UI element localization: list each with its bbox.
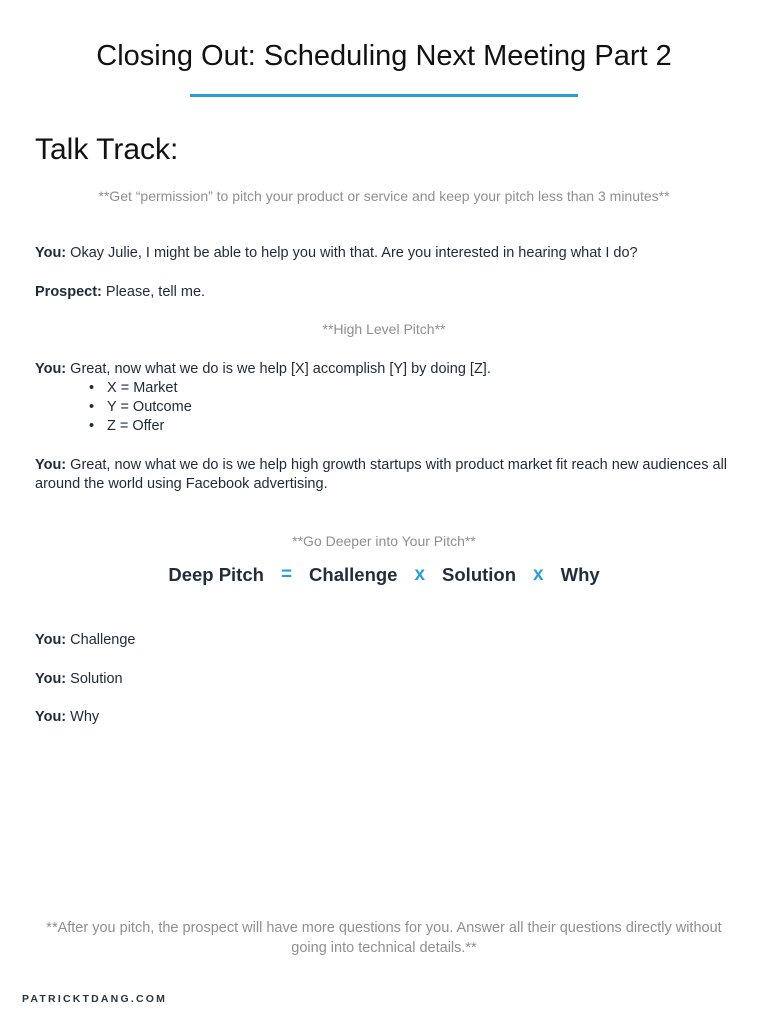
speaker-label: You: [35, 361, 67, 377]
list-item [89, 417, 192, 436]
dialogue-text: Challenge [66, 632, 136, 648]
formula-term-why: Why [560, 564, 600, 585]
page-title: Closing Out: Scheduling Next Meeting Part 2 [96, 40, 672, 72]
dialogue-line-3 [35, 360, 735, 379]
speaker-label: You: [35, 245, 67, 261]
bullet-icon: • [89, 418, 95, 434]
closing-note: **After you pitch, the prospect will have more questions for you. Answer all their questions directly without going into technical details.** [46, 920, 722, 956]
permission-note: **Get “permission” to pitch your product or service and keep your pitch less than 3 minutes** [98, 188, 670, 204]
dialogue-text: Okay Julie, I might be able to help you with that. Are you interested in hearing what I do? [66, 245, 638, 261]
speaker-label: Prospect: [35, 284, 102, 300]
equals-icon: = [280, 564, 293, 585]
dialogue-line-4 [35, 456, 735, 494]
bullet-icon: • [89, 399, 95, 415]
formula-term-solution: Solution [442, 564, 517, 585]
pitch-variable-list [89, 379, 192, 436]
dialogue-line-2 [35, 283, 735, 302]
dialogue-line-7 [35, 708, 735, 727]
list-item-text: X = Market [107, 380, 178, 396]
speaker-label: You: [35, 671, 67, 687]
dialogue-line-1 [35, 244, 735, 263]
bullet-icon: • [89, 380, 95, 396]
speaker-label: You: [35, 632, 67, 648]
brand-logo: PATRICKTDANG.COM [22, 993, 168, 1005]
list-item-text: Z = Offer [107, 418, 165, 434]
speaker-label: You: [35, 709, 67, 725]
go-deeper-note: **Go Deeper into Your Pitch** [292, 533, 476, 549]
formula-term-deep-pitch: Deep Pitch [168, 564, 264, 585]
dialogue-text: Solution [66, 671, 123, 687]
dialogue-text: Great, now what we do is we help [X] accomplish [Y] by doing [Z]. [66, 361, 491, 377]
dialogue-text: Why [66, 709, 100, 725]
list-item [89, 398, 192, 417]
dialogue-line-6 [35, 670, 735, 689]
multiply-icon: x [414, 564, 426, 585]
formula-term-challenge: Challenge [309, 564, 398, 585]
multiply-icon: x [533, 564, 544, 585]
list-item [89, 379, 192, 398]
dialogue-text: Great, now what we do is we help high growth startups with product market fit reach new audiences all around the world using Facebook advertising. [35, 457, 728, 492]
dialogue-text: Please, tell me. [101, 284, 206, 300]
speaker-label: You: [35, 457, 67, 473]
deep-pitch-formula [0, 564, 768, 586]
dialogue-line-5 [35, 631, 735, 650]
title-underline [190, 94, 578, 97]
section-heading: Talk Track: [35, 133, 179, 166]
high-level-pitch-note: **High Level Pitch** [322, 321, 446, 337]
list-item-text: Y = Outcome [107, 399, 192, 415]
